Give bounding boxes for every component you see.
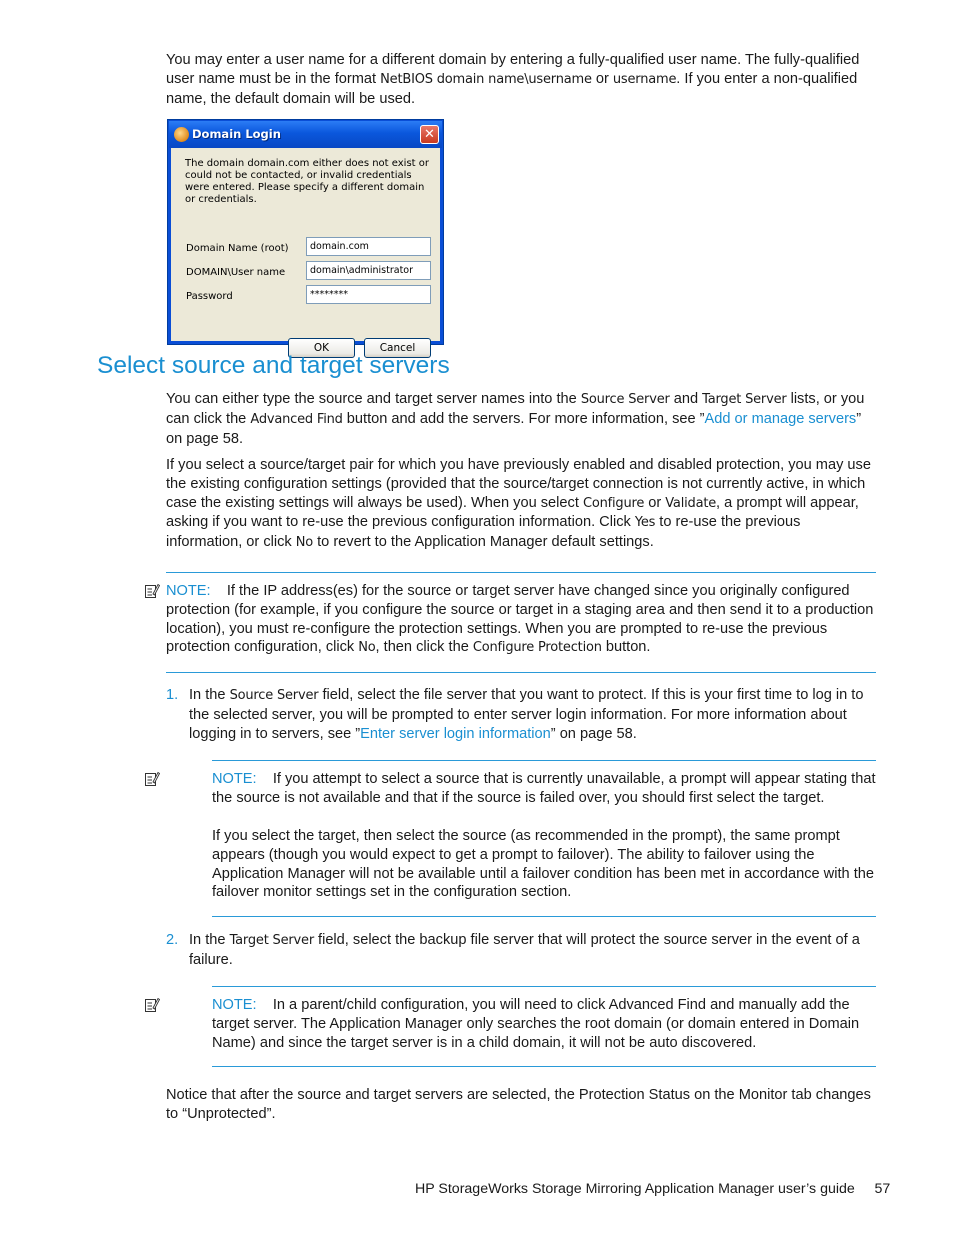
step-1	[189, 686, 875, 743]
note-icon	[144, 997, 160, 1013]
cancel-button[interactable]: Cancel	[364, 338, 431, 358]
domain-name-label: Domain Name (root)	[186, 243, 289, 254]
para-text: to revert to the Application Manager default settings.	[313, 534, 654, 551]
para-text: button and add the servers. For more information, see ”	[342, 410, 705, 427]
intro-text: You may enter a user name for a different domain by entering a fully-qualified user name. The fully-qualified user name must be in the format	[166, 52, 860, 87]
configure-term: Configure	[582, 495, 645, 511]
note-text: If the IP address(es) for the source or target server have changed since you originally configured protection (for example, if you configure the source or target in a staging area and then send it to a production location), you must re-configure the protection settings. When you are prompted to re-use the previous protection configuration, click	[166, 583, 874, 656]
note-text: If you attempt to select a source that is currently unavailable, a prompt will appear stating that the source is not available and that if the source is failed over, you should first select the target.	[212, 771, 876, 806]
validate-term: Validate	[665, 495, 717, 511]
intro-format-term: NetBIOS domain name\username	[380, 71, 592, 87]
para-text: to re-use the previous information, or click	[166, 514, 801, 551]
note-3	[212, 996, 876, 1052]
dialog-body	[171, 148, 440, 354]
note-label: NOTE:	[166, 583, 211, 599]
closing-paragraph: Notice that after the source and target servers are selected, the Protection Status on the Monitor tab changes to “Unprotected”.	[166, 1087, 871, 1122]
app-icon	[174, 127, 189, 142]
para-text: You can either type the source and target server names into the	[166, 391, 581, 407]
step-text: In the	[189, 687, 230, 703]
para-text: , a prompt will appear, asking if you want to re-use the previous configuration information. Click	[166, 494, 859, 531]
ok-button[interactable]: OK	[288, 338, 355, 358]
step-text: ” on page 58.	[550, 725, 637, 742]
configure-protection-term: Configure Protection	[472, 640, 602, 656]
dialog-message: The domain domain.com either does not exist or could not be contacted, or invalid credentials were entered. Please specify a different domain or credentials.	[185, 158, 429, 205]
note-rule-bottom	[212, 1066, 876, 1067]
step-2	[189, 931, 875, 970]
username-label: DOMAIN\User name	[186, 267, 286, 278]
para-text: If you select a source/target pair for which you have previously enabled and disabled protection, you may use the existing configuration settings (provided that the source/target connection is not currently active, in which case the existing settings will always be used). When you select	[166, 457, 871, 511]
paragraph-1	[166, 390, 874, 448]
source-server-term: Source Server	[229, 688, 319, 703]
dialog-titlebar	[169, 121, 442, 148]
intro-text: or	[591, 70, 613, 87]
step-number: 2.	[166, 932, 179, 948]
step-number: 1.	[166, 687, 179, 703]
no-term: No	[358, 640, 376, 656]
note-text: In a parent/child configuration, you will need to click Advanced Find and manually add the target server. The Application Manager only searches the root domain (or domain entered in Domain Name) and since the target server is in a child domain, it will not be auto discovered.	[212, 997, 860, 1051]
no-term: No	[295, 535, 314, 551]
domain-login-dialog	[167, 119, 444, 354]
close-icon[interactable]: ✕	[420, 125, 439, 144]
note-1	[166, 582, 874, 658]
intro-paragraph	[166, 51, 874, 108]
username-input[interactable]: domain\administrator	[306, 261, 431, 280]
note-icon	[144, 771, 160, 787]
page-footer	[415, 1180, 890, 1199]
paragraph-2	[166, 456, 874, 553]
note-rule-top	[166, 572, 876, 573]
domain-name-input[interactable]: domain.com	[306, 237, 431, 256]
step-text: field, select the file server that you want to protect. If this is your first time to log in to the selected server, you will be prompted to enter server login information. For more information about logging in to servers, see ”	[189, 687, 864, 742]
footer-title: HP StorageWorks Storage Mirroring Application Manager user’s guide	[415, 1181, 855, 1197]
advanced-find-term: Advanced Find	[250, 411, 343, 427]
note-2-para-2: If you select the target, then select the source (as recommended in the prompt), the same prompt appears (though you would expect to get a prompt to failover). The ability to failover using the Application Manager will not be available until a failover condition has been met in accordance with the failover monitor settings set in the configuration section.	[212, 828, 874, 901]
note-rule-top	[212, 760, 876, 761]
target-server-term: Target Server	[702, 392, 787, 407]
section-title: Select source and target servers	[97, 352, 450, 379]
note-rule-bottom	[166, 672, 876, 673]
step-text: In the	[189, 932, 230, 948]
para-text: or	[644, 494, 666, 511]
note-label: NOTE:	[212, 771, 257, 787]
page-number: 57	[874, 1181, 891, 1197]
para-text: ” on page 58.	[166, 410, 862, 447]
note-text: , then click the	[375, 639, 473, 656]
target-server-term: Target Server	[229, 933, 314, 948]
note-label: NOTE:	[212, 997, 257, 1013]
para-text: and	[669, 391, 703, 407]
note-2-para-1	[212, 770, 876, 808]
intro-text: . If you enter a non-qualified name, the default domain will be used.	[166, 70, 858, 107]
para-text: lists, or you can click the	[166, 391, 865, 427]
yes-term: Yes	[634, 515, 656, 531]
step-text: field, select the backup file server that will protect the source server in the event of a failure.	[189, 932, 860, 968]
dialog-title: Domain Login	[192, 127, 281, 141]
password-input[interactable]: ********	[306, 285, 431, 304]
note-icon	[144, 583, 160, 599]
enter-server-login-link[interactable]: Enter server login information	[360, 725, 551, 742]
note-rule-top	[212, 986, 876, 987]
intro-username-term: username	[612, 71, 677, 87]
source-server-term: Source Server	[580, 392, 670, 407]
note-rule-bottom	[212, 916, 876, 917]
note-text: button.	[601, 639, 651, 656]
add-manage-servers-link[interactable]: Add or manage servers	[704, 410, 857, 427]
password-label: Password	[186, 291, 233, 302]
